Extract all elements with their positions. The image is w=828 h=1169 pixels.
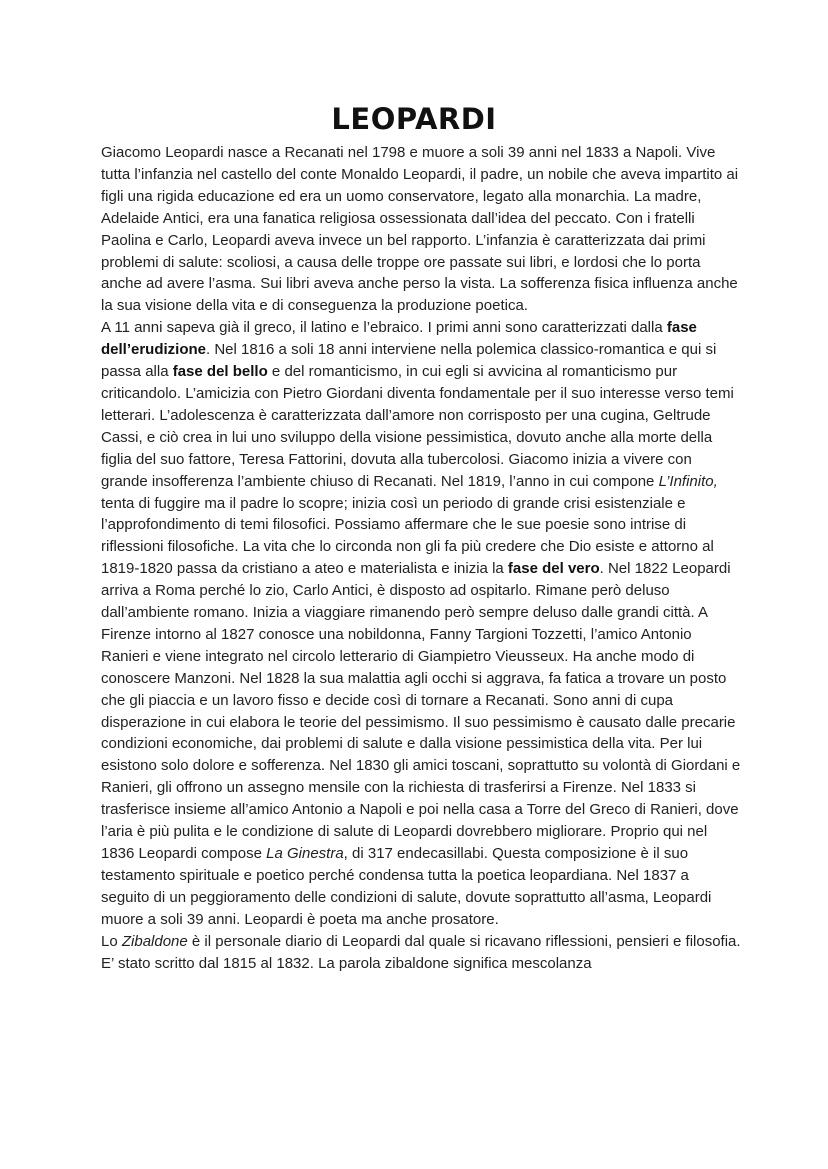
bold-term-vero: fase del vero — [507, 560, 600, 578]
paragraph-biography-phases — [101, 317, 741, 930]
italic-title-infinito: L’Infinito, — [658, 472, 718, 490]
bold-term-bello: fase del bello — [172, 363, 268, 381]
text-run: tenta di fuggire ma il padre lo scopre; inizia così un periodo di grande crisi esistenziale e l’approfondimento di temi filosofici. Possiamo affermare che le sue poesie sono intrise di riflessioni filosofiche. La vita che lo circonda non gli fa più credere che Dio esiste e attorno al 1819-1820 passa da cristiano a ateo e materialista e inizia la — [101, 494, 714, 578]
italic-title-zibaldone: Zibaldone — [121, 932, 188, 950]
text-run: e del romanticismo, in cui egli si avvicina al romanticismo pur criticandolo. L’amicizia con Pietro Giordani diventa fondamentale per il suo interesse verso temi letterari. L’adolescenza è caratterizzata dall’amore non corrisposto per una cugina, Geltrude Cassi, e ciò crea in lui uno sviluppo della visione pessimistica, dovuto anche alla morte della figlia del suo fattore, Teresa Fattorini, dovuta alla tubercolosi. Giacomo inizia a vivere con grande insofferenza l’ambiente chiuso di Recanati. Nel 1819, l’anno in cui compone — [101, 363, 734, 490]
paragraph-biography-childhood: Giacomo Leopardi nasce a Recanati nel 1798 e muore a soli 39 anni nel 1833 a Napoli. Vive tutta l’infanzia nel castello del conte Monaldo Leopardi, il padre, un nobile che aveva impartito ai figli una rigida educazione ed era un uomo conservatore, legato alla monarchia. La madre, Adelaide Antici, era una fanatica religiosa ossessionata dall’idea del peccato. Con i fratelli Paolina e Carlo, Leopardi aveva invece un bel rapporto. L’infanzia è caratterizzata dai primi problemi di salute: scoliosi, a causa delle troppe ore passate sui libri, e lordosi che lo porta anche ad avere l’asma. Sui libri aveva anche perso la vista. La sofferenza fisica influenza anche la sua visione della vita e di conseguenza la produzione poetica. — [101, 144, 739, 315]
text-run: . Nel 1816 a soli 18 anni interviene nella polemica classico-romantica e qui si passa alla — [101, 341, 717, 381]
paragraph-zibaldone — [101, 931, 741, 975]
text-run: . Nel 1822 Leopardi arriva a Roma perché lo zio, Carlo Antici, è disposto ad ospitarlo. Rimane però deluso dall’ambiente romano. Inizia a viaggiare rimanendo però sempre deluso dalle grandi città. A Firenze intorno al 1827 conosce una nobildonna, Fanny Targioni Tozzetti, l’amico Antonio Ranieri e viene integrato nel circolo letterario di Giampietro Vieusseux. Ha anche modo di conoscere Manzoni. Nel 1828 la sua malattia agli occhi si aggrava, fa fatica a trovare un posto che gli piaccia e un lavoro fisso e decide così di tornare a Recanati. Sono anni di cupa disperazione in cui elabora le teorie del pessimismo. Il suo pessimismo è causato dalle precarie condizioni economiche, dai problemi di salute e dalla visione pessimistica della vita. Per lui esistono solo dolore e sofferenza. Nel 1830 gli amici toscani, soprattutto su volontà di Giordani e Ranieri, gli offrono un assegno mensile con la richiesta di trasferirsi a Firenze. Nel 1833 si trasferisce insieme all’amico Antonio a Napoli e poi nella casa a Torre del Greco di Ranieri, dove l’aria è più pulita e le condizione di salute di Leopardi dovrebbero migliorare. Proprio qui nel 1836 Leopardi compose — [101, 560, 741, 862]
italic-title-ginestra: La Ginestra — [266, 845, 344, 862]
document-body — [101, 142, 741, 974]
document-title: LEOPARDI — [331, 102, 497, 136]
text-run: A 11 anni sapeva già il greco, il latino e l’ebraico. I primi anni sono caratterizzati dalla — [101, 319, 667, 337]
bold-term-erudizione: fase dell’erudizione — [101, 319, 697, 359]
text-run: Lo — [101, 932, 122, 950]
text-run: , di 317 endecasillabi. Questa composizione è il suo testamento spirituale e poetico perché condensa tutta la poetica leopardiana. Nel 1837 a seguito di un peggioramento delle condizioni di salute, dovute soprattutto all’asma, Leopardi muore a soli 39 anni. Leopardi è poeta ma anche prosatore. — [101, 845, 712, 928]
text-run: è il personale diario di Leopardi dal quale si ricavano riflessioni, pensieri e filosofia. E’ stato scritto dal 1815 al 1832. La parola zibaldone significa mescolanza — [101, 932, 741, 972]
